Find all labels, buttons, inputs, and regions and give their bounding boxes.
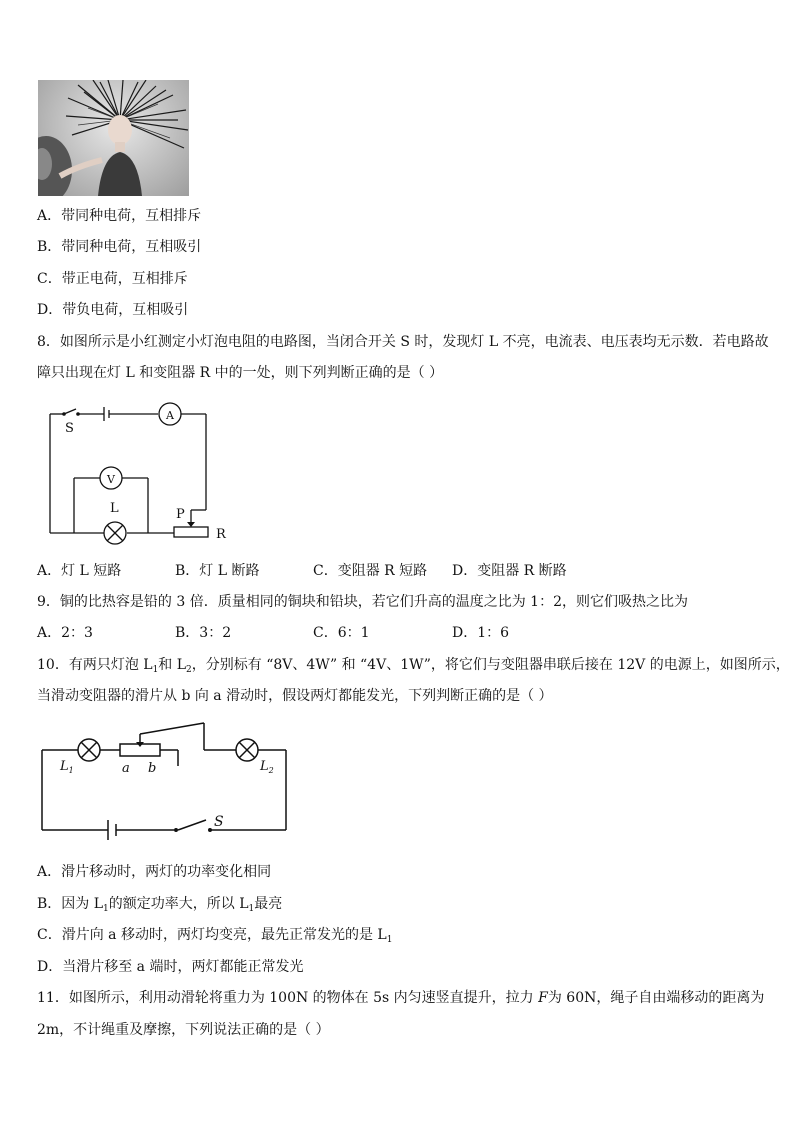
q10-option-c: C．滑片向 a 移动时，两灯均变亮，最先正常发光的是 $L_1$ (37, 927, 393, 945)
q7-option-d: D．带负电荷，互相吸引 (37, 302, 189, 318)
q8-stem-line2: 障只出现在灯 L 和变阻器 R 中的一处，则下列判断正确的是（ ） (37, 365, 444, 381)
q8-option-c: C．变阻器 R 短路 (313, 563, 428, 579)
q8-circuit-diagram (40, 398, 230, 548)
q7-option-a: A．带同种电荷，互相排斥 (37, 208, 202, 224)
lamp1-label: $L_1$ (60, 759, 74, 775)
q9-option-a: A．2：3 (37, 625, 93, 641)
q7-option-c: C．带正电荷，互相排斥 (37, 271, 188, 287)
static-electricity-photo (38, 80, 189, 196)
q9-stem: 9．铜的比热容是铅的 3 倍．质量相同的铜块和铅块，若它们升高的温度之比为 1：2，则它们吸热之比为 (37, 594, 688, 610)
q8-stem-line1: 8．如图所示是小红测定小灯泡电阻的电路图，当闭合开关 S 时，发现灯 L 不亮，电流表、电压表均无示数．若电路故 (37, 334, 769, 350)
switch-label: S (65, 421, 74, 436)
ammeter-label: A (166, 409, 174, 422)
q10-option-d: D．当滑片移至 a 端时，两灯都能正常发光 (37, 959, 304, 975)
q10-circuit-diagram (38, 720, 290, 842)
rheostat-end-a-label: a (122, 761, 130, 776)
q11-stem-line2: 2m，不计绳重及摩擦，下列说法正确的是（ ） (37, 1022, 330, 1038)
q11-stem-line1: 11．如图所示，利用动滑轮将重力为 100N 的物体在 5s 内匀速竖直提升，拉力 F为 60N，绳子自由端移动的距离为 (37, 990, 765, 1006)
slider-label: P (176, 507, 185, 522)
q9-option-c: C．6：1 (313, 625, 370, 641)
q8-option-a: A．灯 L 短路 (37, 563, 122, 579)
rheostat-end-b-label: b (148, 761, 157, 776)
q10-option-b: B．因为 $L_1$的额定功率大，所以 $L_1$最亮 (37, 896, 283, 914)
switch-s-label: S (214, 814, 224, 830)
q10-stem-line1: 10．有两只灯泡 $L_1$和 $L_2$，分别标有 “8V、4W” 和 “4V、1W”，将它们与变阻器串联后接在 12V 的电源上，如图所示， (37, 657, 790, 675)
q8-option-d: D．变阻器 R 断路 (452, 563, 567, 579)
hair-standing-illustration (38, 80, 189, 196)
lamp-label: L (110, 501, 119, 516)
lamp2-label: $L_2$ (260, 759, 274, 775)
q9-option-d: D．1：6 (452, 625, 510, 641)
q7-option-b: B．带同种电荷，互相吸引 (37, 239, 202, 255)
q8-option-b: B．灯 L 断路 (175, 563, 260, 579)
q9-option-b: B．3：2 (175, 625, 232, 641)
q10-option-a: A．滑片移动时，两灯的功率变化相同 (37, 864, 272, 880)
voltmeter-label: V (107, 473, 115, 486)
rheostat-label: R (216, 527, 226, 542)
q10-stem-line2: 当滑动变阻器的滑片从 b 向 a 滑动时，假设两灯都能发光，下列判断正确的是（ ） (37, 688, 553, 704)
